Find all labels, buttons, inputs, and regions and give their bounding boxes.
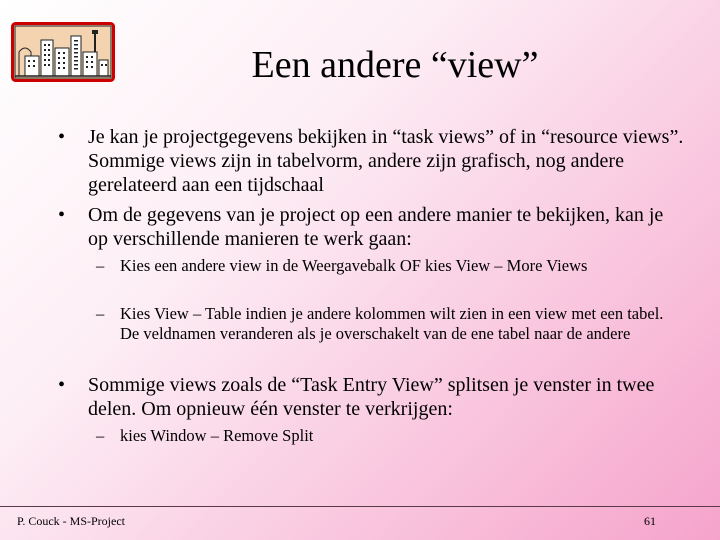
- bullet-symbol: •: [58, 126, 66, 148]
- sub-bullet-item: [96, 426, 680, 446]
- bullet-text: Om de gegevens van je project op een andere manier te bekijken, kan je op verschillende manieren te werk gaan:: [88, 204, 664, 250]
- slide-title: Een andere “view”: [251, 44, 539, 86]
- page-number: 61: [644, 514, 656, 528]
- footer-author: P. Couck - MS-Project: [17, 514, 125, 528]
- sub-bullet-symbol: –: [96, 256, 105, 275]
- sub-bullet-text: kies Window – Remove Split: [120, 426, 314, 445]
- bullet-item: [58, 373, 688, 421]
- bullet-item: [58, 203, 688, 251]
- bullet-text: Je kan je projectgegevens bekijken in “task views” of in “resource views”. Sommige views zijn in tabelvorm, andere zijn grafisch, nog andere gerelateerd aan een tijdschaal: [88, 126, 684, 196]
- bullet-text: Sommige views zoals de “Task Entry View” splitsen je venster in twee delen. Om opnieuw één venster te verkrijgen:: [88, 374, 655, 420]
- city-skyline-icon: [11, 22, 115, 82]
- footer-divider: [0, 506, 720, 507]
- sub-bullet-symbol: –: [96, 304, 105, 323]
- sub-bullet-text: Kies View – Table indien je andere kolommen wilt zien in een view met een tabel. De veldnamen veranderen als je overschakelt van de ene tabel naar de andere: [120, 304, 664, 343]
- bullet-symbol: •: [58, 204, 66, 226]
- sub-bullet-text: Kies een andere view in de Weergavebalk OF kies View – More Views: [120, 256, 588, 275]
- bullet-item: [58, 125, 688, 197]
- sub-bullet-item: [96, 256, 680, 276]
- sub-bullet-item: [96, 304, 680, 344]
- bullet-symbol: •: [58, 374, 66, 396]
- sub-bullet-symbol: –: [96, 426, 105, 445]
